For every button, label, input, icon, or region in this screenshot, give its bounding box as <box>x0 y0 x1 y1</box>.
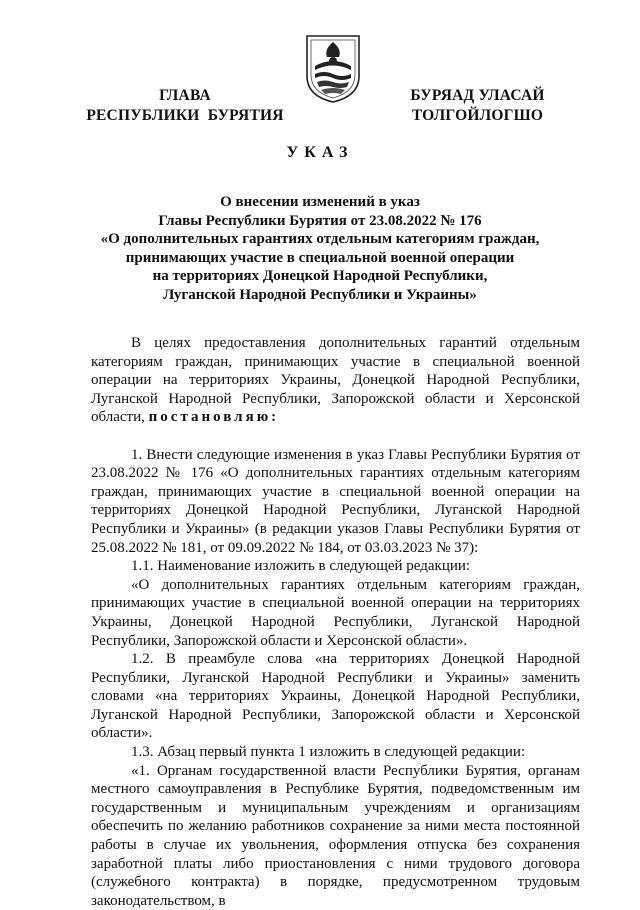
decree-word: постановляю: <box>148 409 280 426</box>
clause-paragraph: 1.2. В преамбуле слова «на территориях Донецкой Народной Республики, Луганской Народной Республики и Украины» заменить словами «на территориях Украины, Донецкой Народной Республики, Луганской Народной Республики, Запорожской области и Херсонской области». <box>91 651 580 742</box>
issuer-line: БУРЯАД УЛАСАЙ <box>410 87 545 104</box>
title-line: «О дополнительных гарантиях отдельным категориям граждан, <box>100 231 540 248</box>
title-line: О внесении изменений в указ <box>220 194 420 210</box>
preamble-text: В целях предоставления дополнительных гарантий отдельным категориям граждан, принимающих участие в специальной военной операции на территориях Украины, Донецкой Народной Республики, Луганской Народной Республики, Запорожской области и Херсонской области, <box>91 335 580 426</box>
clause-paragraph: 1. Внести следующие изменения в указ Главы Республики Бурятия от 23.08.2022 № 176 «О дополнительных гарантиях отдельным категориям граждан, принимающих участие в специальной военной операции на территориях Донецкой Народной Республики, Луганской Народной Республики и Украины» (в редакции указов Главы Республики Бурятия от 25.08.2022 № 181, от 09.09.2022 № 184, от 03.03.2023 № 37): <box>91 446 580 556</box>
document-title <box>90 193 550 305</box>
coat-of-arms-emblem <box>303 30 363 104</box>
issuer-header-bua <box>380 86 575 126</box>
issuer-line: ГЛАВА <box>159 87 211 104</box>
title-line: принимающих участие в специальной военной операции <box>125 249 515 266</box>
title-line: на территориях Донецкой Народной Республики, <box>152 268 488 285</box>
issuer-line: ТОЛГОЙЛОГШО <box>411 107 544 124</box>
preamble-paragraph <box>91 334 580 427</box>
quoted-paragraph: «1. Органам государственной власти Республики Бурятия, органам местного самоуправления в Республике Бурятия, подведомственным им государственным и муниципальным учреждениям и организациям обеспечить по желанию работников сохранение за ними места постоянной работы в случае их увольнения, оформления отпуска без сохранения заработной платы либо приостановления с ними трудового договора (служебного контракта) в порядке, предусмотренном трудовым законодательством, в <box>91 762 580 909</box>
clause-paragraph: 1.3. Абзац первый пункта 1 изложить в следующей редакции: <box>131 744 526 761</box>
issuer-line: РЕСПУБЛИКИ БУРЯТИЯ <box>86 107 284 124</box>
quoted-paragraph: «О дополнительных гарантиях отдельным категориям граждан, принимающих участие в специальной военной операции на территориях Украины, Донецкой Народной Республики, Луганской Народной Республики, Запорожской области и Херсонской области». <box>91 576 580 649</box>
title-line: Луганской Народной Республики и Украины» <box>163 286 477 303</box>
clause-paragraph: 1.1. Наименование изложить в следующей редакции: <box>131 558 471 575</box>
document-body <box>91 334 580 910</box>
issuer-header-ru <box>70 86 300 126</box>
title-line: Главы Республики Бурятия от 23.08.2022 № 176 <box>158 212 482 229</box>
document-type: УКАЗ <box>286 144 354 161</box>
